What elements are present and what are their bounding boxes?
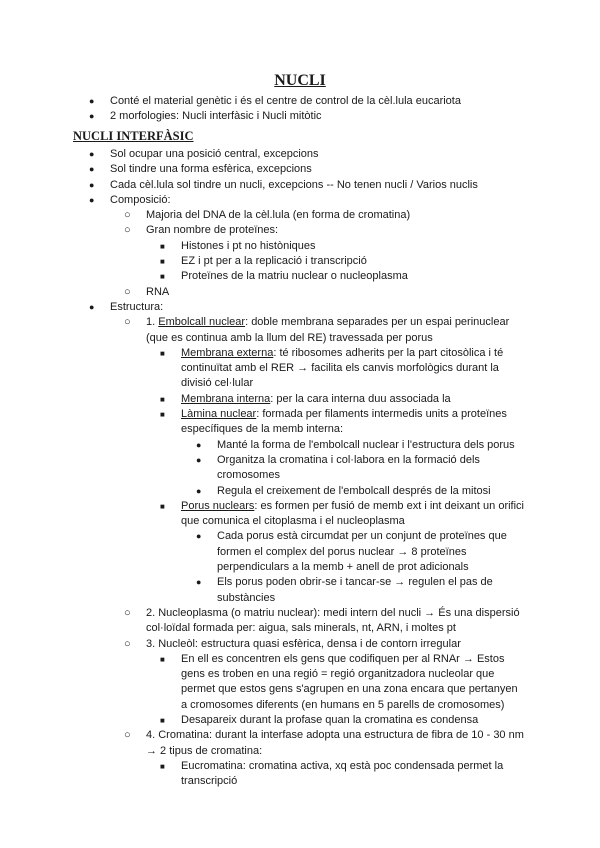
square-bullet-icon: ■ xyxy=(160,761,165,771)
list-item-lamina: ■ Làmina nuclear: formada per filaments intermedis units a proteïnes xyxy=(89,407,524,422)
ring-bullet-icon: ○ xyxy=(124,606,131,619)
intro-list xyxy=(89,94,461,125)
list-item-continuation: divisió cel·lular xyxy=(181,377,254,390)
term-membrana-externa: Membrana externa xyxy=(181,346,274,359)
list-item: ● Els porus poden obrir-se i tancar-se → regulen el pas de xyxy=(89,575,524,590)
ring-bullet-icon: ○ xyxy=(124,316,131,329)
list-item: ■ EZ i pt per a la replicació i transcripció xyxy=(89,254,524,269)
ring-bullet-icon: ○ xyxy=(124,637,131,650)
list-item-continuation: que comunica el citoplasma i el nucleoplasma xyxy=(181,515,405,528)
square-bullet-icon: ■ xyxy=(160,257,165,267)
square-bullet-icon: ■ xyxy=(160,410,165,420)
list-item: ● Regula el creixement de l'embolcall després de la mitosi xyxy=(89,484,524,499)
list-item: ○ Gran nombre de proteïnes: xyxy=(89,223,524,238)
disc-bullet-icon: ● xyxy=(89,111,95,122)
list-item: ○ RNA xyxy=(89,285,524,300)
list-item: ○ Majoria del DNA de la cèl.lula (en forma de cromatina) xyxy=(89,208,524,223)
square-bullet-icon: ■ xyxy=(160,654,165,664)
list-item: ● Conté el material genètic i és el centre de control de la cèl.lula eucariota xyxy=(89,94,461,109)
list-item-continuation: substàncies xyxy=(217,591,276,604)
list-item: ■ Desapareix durant la profase quan la cromatina es condensa xyxy=(89,713,524,728)
list-item: ● Sol ocupar una posició central, excepcions xyxy=(89,147,524,162)
list-item-continuation: perpendiculars a la memb + anell de prot adicionals xyxy=(217,561,469,574)
list-item-continuation: formen el complex del porus nuclear → 8 proteïnes xyxy=(217,545,467,558)
ring-bullet-icon: ○ xyxy=(124,209,131,222)
disc-bullet-icon: ● xyxy=(89,149,95,159)
ring-bullet-icon: ○ xyxy=(124,285,131,298)
page-title: NUCLI xyxy=(274,72,326,89)
list-item-continuation: → 2 tipus de cromatina: xyxy=(146,744,263,757)
list-item-continuation: (que es continua amb la llum del RE) travessada per porus xyxy=(146,331,433,344)
list-item-continuation: a cromosomes diferents (en humans en 5 parells de cromosomes) xyxy=(181,698,505,711)
list-item: ● Manté la forma de l'embolcall nuclear i l'estructura dels porus xyxy=(89,438,524,453)
list-item-continuation: cromosomes xyxy=(217,469,280,482)
term-lamina: Làmina nuclear xyxy=(181,408,257,421)
disc-bullet-icon: ● xyxy=(196,485,202,496)
list-item-membrana-externa: ■ Membrana externa: té ribosomes adherits per la part citosòlica i té xyxy=(89,346,524,361)
list-item: ● 2 morfologies: Nucli interfàsic i Nucli mitòtic xyxy=(89,109,461,124)
ring-bullet-icon: ○ xyxy=(124,224,131,237)
square-bullet-icon: ■ xyxy=(160,241,165,251)
square-bullet-icon: ■ xyxy=(160,348,165,358)
square-bullet-icon: ■ xyxy=(160,272,165,282)
list-item: ■ Proteïnes de la matriu nuclear o nucleoplasma xyxy=(89,269,524,284)
list-item-continuation: transcripció xyxy=(181,775,238,788)
list-item-cromatina: ○ 4. Cromatina: durant la interfase adopta una estructura de fibra de 10 - 30 nm xyxy=(89,728,524,743)
list-item-membrana-interna: ■ Membrana interna: per la cara interna duu associada la xyxy=(89,392,524,407)
disc-bullet-icon: ● xyxy=(89,96,95,106)
disc-bullet-icon: ● xyxy=(196,454,202,465)
list-item-continuation: continuïtat amb el RER → facilita els canvis morfològics durant la xyxy=(181,362,499,375)
ring-bullet-icon: ○ xyxy=(124,729,131,742)
list-item: ● Cada porus està circumdat per un conjunt de proteïnes que xyxy=(89,529,524,544)
list-item-continuation: gens es troben en una regió = regió organitzadora nucleolar que xyxy=(181,668,495,681)
disc-bullet-icon: ● xyxy=(89,194,95,205)
square-bullet-icon: ■ xyxy=(160,501,165,511)
term-membrana-interna: Membrana interna xyxy=(181,392,271,405)
list-item-nucleoplasma: ○ 2. Nucleoplasma (o matriu nuclear): medi intern del nucli → És una dispersió xyxy=(89,606,524,621)
list-item-porus: ■ Porus nuclears: es formen per fusió de memb ext i int deixant un orifici xyxy=(89,499,524,514)
disc-bullet-icon: ● xyxy=(89,301,95,312)
disc-bullet-icon: ● xyxy=(196,439,202,450)
term-embolcall: Embolcall nuclear xyxy=(158,316,246,329)
outline-list xyxy=(89,147,524,789)
list-item: ■ Eucromatina: cromatina activa, xq està poc condensada permet la xyxy=(89,759,524,774)
disc-bullet-icon: ● xyxy=(89,179,95,190)
section-title: NUCLI INTERFÀSIC xyxy=(73,129,194,143)
list-item: ■ Histones i pt no històniques xyxy=(89,239,524,254)
list-item-continuation: específiques de la memb interna: xyxy=(181,423,344,436)
list-item-estructura: ● Estructura: xyxy=(89,300,524,315)
list-item: ■ En ell es concentren els gens que codifiquen per al RNAr → Estos xyxy=(89,652,524,667)
list-item-continuation: col·loïdal formada per: aigua, sals minerals, nt, ARN, i moltes pt xyxy=(146,622,456,635)
square-bullet-icon: ■ xyxy=(160,715,165,725)
list-item: ● Organitza la cromatina i col·labora en la formació dels xyxy=(89,453,524,468)
list-item-embolcall: ○ 1. Embolcall nuclear: doble membrana separades per un espai perinuclear xyxy=(89,315,524,330)
term-porus: Porus nuclears xyxy=(181,499,255,512)
disc-bullet-icon: ● xyxy=(196,577,202,588)
disc-bullet-icon: ● xyxy=(89,164,95,175)
list-item-continuation: permet que estos gens s'agrupen en una zona encara que pertanyen xyxy=(181,683,518,696)
list-item-nucleol: ○ 3. Nucleòl: estructura quasi esfèrica, densa i de contorn irregular xyxy=(89,637,524,652)
list-item: ● Cada cèl.lula sol tindre un nucli, excepcions -- No tenen nucli / Varios nuclis xyxy=(89,178,524,193)
list-item-composicio: ● Composició: xyxy=(89,193,524,208)
list-item: ● Sol tindre una forma esfèrica, excepcions xyxy=(89,162,524,177)
square-bullet-icon: ■ xyxy=(160,394,165,404)
disc-bullet-icon: ● xyxy=(196,531,202,542)
